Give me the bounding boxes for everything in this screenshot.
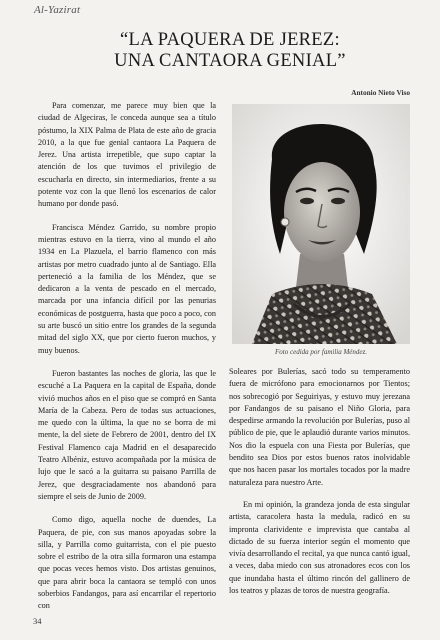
article-column-right xyxy=(229,366,410,607)
paragraph-1: Para comenzar, me parece muy bien que la ciudad de Algeciras, le conceda aunque sea a título póstumo, la XIX Palma de Plata de este año de gracia 2010, a la que fue genial cantaora La Paquera de Jerez. Una artista irrepetible, que supo captar la atención de los que tuvimos el privilegio de escucharla en directo, sin intermediarios, frente a su potente voz con la que llenó los escenarios de calor humano por donde pasó. xyxy=(38,101,216,209)
portrait-image xyxy=(232,104,410,344)
article-title xyxy=(70,30,390,72)
page-number: 34 xyxy=(33,616,42,626)
paragraph-6: En mi opinión, la grandeza jonda de esta singular artista, caracolera hasta la medula, radicó en su impronta clarividente e imprevista que cantaba al dictado de su fuerza interior según el momento que vivía desarrollando el recital, ya que nunca cantó igual, a veces, daba miedo con sus atronadores ecos con los que inundaba hasta el último rincón del gallinero de los teatros y plazas de toros de nuestra geografía. xyxy=(229,499,410,596)
paragraph-2: Francisca Méndez Garrido, su nombre propio mientras estuvo en la tierra, vino al mundo el año 1934 en La Plazuela, el barrio flamenco con más artistas por metro cuadrado junto al de Santiago. Ella perteneció a la familia de los Méndez, que se dedicaron a la venta de pescado en el mercado, marcada por una infancia difícil por las penurias económicas de postguerra, hasta que poco a poco, con su arte buscó un sitio entre los grandes de la segunda mitad del siglo XX, que por cierto fueron muchos, y muy buenos. xyxy=(38,222,216,355)
article-author: Antonio Nieto Viso xyxy=(351,88,410,97)
paragraph-4: Como digo, aquella noche de duendes, La Paquera, de pie, con sus manos apoyadas sobre la silla, y Parrilla como guitarrista, con el pie puesto sobre el estribo de la otra silla formaron una estampa que pocas veces hemos visto. Dos artistas genuinos, que para abrir boca la cantaora se templó con unos soberbios Fandangos, para así encarrilar el repertorio con xyxy=(38,515,216,611)
portrait-photo xyxy=(232,104,410,344)
title-line-1: “LA PAQUERA DE JEREZ: xyxy=(120,30,340,50)
article-column-left xyxy=(38,100,216,624)
paragraph-3: Fueron bastantes las noches de gloria, las que le escuché a La Paquera en la capital de España, donde vivió muchos años en el piso que se compró en Santa María de la Cabeza. Pero de todas sus actuaciones, me quedo con la última, la que no se borra de mi mente, la del siete de Febrero de 2001, dentro del IX Festival Flamenco caja Madrid en el desaparecido Teatro Albéniz, estuvo acompañada por la música de lujo que le sacó a la guitarra su paisano Parrilla de Jerez, que desgraciadamente nos abandonó para siempre el seis de Junio de 2009. xyxy=(38,368,216,501)
paragraph-5: Soleares por Bulerías, sacó todo su temperamento fuera de micrófono para emocionarnos por Tientos; nos sobrecogió por Seguiriyas, y estuvo muy jerezana por Fandangos de su paisano el Niño Gloria, para despedirse armando la revolución por Bulerías, puso al público de pie, que le aplaudió durante varios minutos. Nos dio la espuela con una Fiesta por Bulerías, que bendito sea Dios por estos buenos ratos inolvidable que nos hacen pasar los mortales tocados por la madre naturaleza para nuestro Arte. xyxy=(229,367,410,487)
title-line-2: UNA CANTAORA GENIAL” xyxy=(114,51,346,71)
magazine-header: Al-Yazirat xyxy=(34,4,81,16)
photo-caption: Foto cedida por familia Méndez. xyxy=(275,348,367,356)
